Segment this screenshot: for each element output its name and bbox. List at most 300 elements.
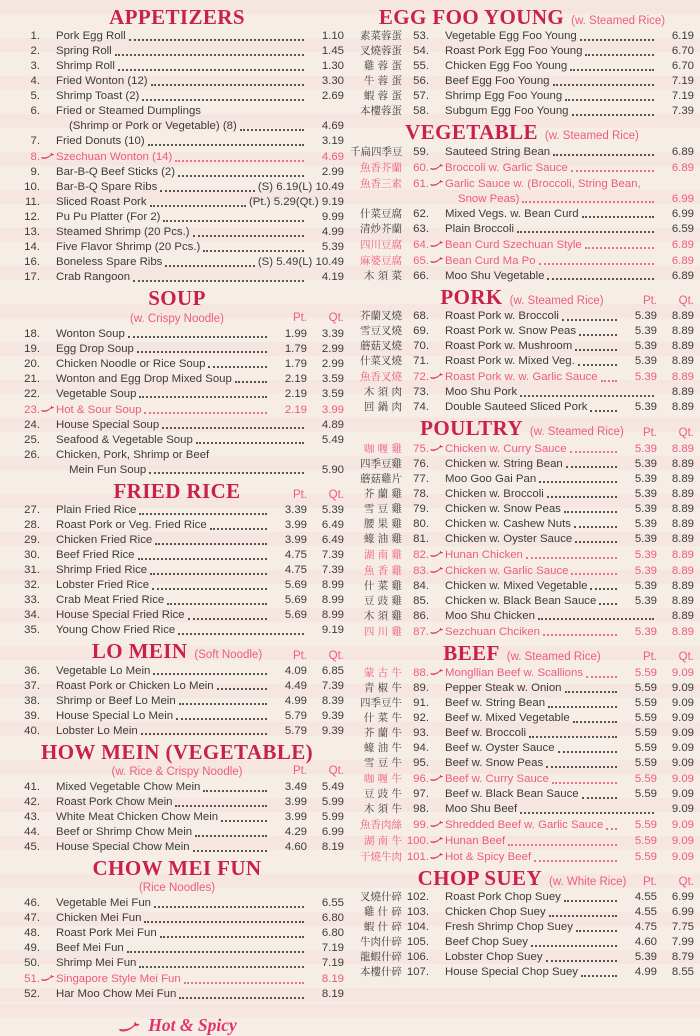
item-number: 91.	[413, 697, 429, 710]
item-name: Lobster Lo Mein	[56, 724, 138, 737]
item-number: 45.	[24, 841, 40, 854]
item-number: 87.	[413, 625, 429, 638]
item-chinese-name: 龍蝦什碎	[360, 951, 402, 964]
item-name: Fried Donuts (10)	[56, 135, 145, 148]
item-chinese-name: 四季豆雞	[360, 457, 402, 470]
item-price-qt: 8.19	[321, 988, 344, 1001]
dot-leader	[139, 511, 267, 515]
menu-item-row	[10, 358, 344, 372]
dot-leader	[193, 848, 267, 852]
item-marker-slot	[429, 818, 445, 828]
item-number: 1.	[30, 30, 40, 43]
item-price-pt: 5.39	[634, 472, 657, 485]
item-number: 88.	[413, 667, 429, 680]
section-title: HOW MEIN (VEGETABLE)	[40, 739, 314, 764]
item-price-qt: 9.09	[671, 712, 694, 725]
menu-item-row	[10, 256, 344, 270]
item-number: 14.	[24, 241, 40, 254]
dot-leader	[179, 995, 304, 999]
item-name: Spring Roll	[56, 45, 112, 58]
item-name: Young Chow Fried Rice	[56, 624, 176, 637]
item-price-qt: 3.39	[321, 327, 344, 340]
menu-item-row	[350, 818, 694, 833]
item-chinese-name: 咖 喱 雞	[363, 442, 402, 455]
item-chinese-name: 麻婆豆腐	[360, 254, 402, 267]
dot-leader	[574, 524, 617, 528]
item-price-pt: 1.99	[284, 327, 307, 340]
item-number: 32.	[24, 579, 40, 592]
ptqt-labels	[270, 764, 344, 778]
item-price-qt: 8.39	[321, 694, 344, 707]
menu-item-row	[10, 181, 344, 195]
item-name: Roast Pork w. Mushroom	[445, 340, 573, 353]
dot-leader	[543, 632, 617, 636]
section-subtitle: (w. Steamed Rice)	[544, 130, 639, 143]
item-marker-slot	[40, 150, 56, 160]
item-name: Fresh Shrimp Chop Suey	[445, 921, 573, 934]
ptqt-labels	[620, 876, 694, 888]
item-number: 76.	[413, 457, 429, 470]
item-chinese-name: 雞 蓉 蛋	[363, 60, 402, 73]
item-name: Chicken w. Garlic Sauce	[445, 564, 569, 577]
item-name: Hot & Spicy Beef	[445, 851, 532, 864]
section-title: SOUP	[148, 286, 206, 311]
item-price-qt: 1.30	[321, 60, 344, 73]
dot-leader	[162, 425, 304, 429]
item-number: 29.	[24, 534, 40, 547]
section-title: LO MEIN	[91, 639, 188, 664]
pt-column-label: Pt.	[292, 489, 307, 502]
item-chinese-name: 蠔 油 牛	[363, 742, 402, 755]
item-chinese-name: 什菜豆腐	[360, 207, 402, 220]
dot-leader	[562, 317, 617, 321]
menu-item-row	[10, 434, 344, 448]
menu-item-row	[350, 503, 694, 517]
item-price-pt: 5.39	[634, 579, 657, 592]
item-name: Chicken Egg Foo Young	[445, 60, 568, 73]
item-name: Chicken w. Cashew Nuts	[445, 517, 571, 530]
section-subtitle: (w. Steamed Rice)	[509, 294, 604, 307]
menu-item-row	[350, 177, 694, 192]
section-title: CHOW MEI FUN	[92, 856, 262, 881]
chili-icon	[429, 444, 444, 452]
dot-leader	[546, 764, 617, 768]
item-chinese-name: 什 菜 牛	[363, 712, 402, 725]
item-price-pt: 5.39	[634, 355, 657, 368]
menu-item-row	[350, 757, 694, 771]
item-price-qt: 7.75	[671, 921, 694, 934]
menu-column-left	[10, 5, 344, 1036]
item-price-qt: 5.99	[321, 796, 344, 809]
item-chinese-name: 蒙 古 牛	[363, 667, 402, 680]
menu-item-row	[350, 90, 694, 104]
item-number: 41.	[24, 781, 40, 794]
item-price-pt: 5.39	[634, 951, 657, 964]
item-price-pt: 5.39	[634, 457, 657, 470]
ptqt-labels	[620, 427, 694, 439]
item-number: 49.	[24, 942, 40, 955]
menu-item-row	[10, 90, 344, 104]
item-number: 80.	[413, 517, 429, 530]
item-number: 98.	[413, 803, 429, 816]
item-chinese-name: 魚香肉絲	[360, 819, 402, 832]
item-price-qt: 4.19	[321, 271, 344, 284]
item-price-qt: 9.09	[671, 742, 694, 755]
section-subtitle: (w. Rice & Crispy Noodle)	[111, 766, 243, 779]
dot-leader	[203, 248, 304, 252]
pt-column-label: Pt.	[642, 651, 657, 664]
menu-item-row	[10, 241, 344, 255]
item-price-qt: 4.69	[321, 151, 344, 164]
dot-leader	[579, 332, 617, 336]
dot-leader	[539, 479, 617, 483]
dot-leader	[586, 674, 617, 678]
item-number: 23.	[24, 403, 40, 416]
item-price-qt: 3.19	[321, 135, 344, 148]
item-number: 30.	[24, 549, 40, 562]
menu-item-row	[10, 579, 344, 593]
item-number: 47.	[24, 912, 40, 925]
item-chinese-name: 蘑菇雞片	[360, 472, 402, 485]
item-price-qt: 8.89	[671, 472, 694, 485]
item-number: 52.	[24, 988, 40, 1001]
pt-column-label: Pt.	[642, 295, 657, 308]
item-number: 95.	[413, 757, 429, 770]
item-price-pt: 5.59	[634, 773, 657, 786]
item-price-qt: 6.89	[671, 145, 694, 158]
item-price-qt: 2.99	[321, 166, 344, 179]
qt-column-label: Qt.	[678, 295, 694, 308]
item-price-qt: 5.39	[321, 504, 344, 517]
pt-column-label: Pt.	[642, 876, 657, 889]
item-price-qt: 6.99	[671, 906, 694, 919]
section-header	[350, 868, 694, 889]
menu-item-row-cont	[350, 193, 694, 207]
section-title: BEEF	[443, 640, 500, 665]
item-name: Roast Pork w. Mixed Veg.	[445, 355, 575, 368]
item-number: 37.	[24, 679, 40, 692]
item-name: Shrimp Toast (2)	[56, 90, 140, 103]
menu-item-row	[10, 781, 344, 795]
item-number: 78.	[413, 487, 429, 500]
dot-leader	[575, 539, 617, 543]
item-chinese-name: 雞 什 碎	[363, 906, 402, 919]
dot-leader	[606, 826, 617, 830]
menu-item-row	[350, 682, 694, 696]
dot-leader	[572, 112, 655, 116]
item-number: 71.	[413, 355, 429, 368]
item-name: Bean Curd Szechuan Style	[445, 238, 582, 251]
qt-column-label: Qt.	[328, 311, 344, 324]
menu-section	[350, 642, 694, 866]
item-price-pt: 5.59	[634, 757, 657, 770]
dot-leader	[165, 263, 255, 267]
item-name: (Shrimp or Pork or Vegetable) (8)	[69, 120, 237, 133]
section-header	[10, 7, 344, 28]
menu-section	[350, 286, 694, 416]
item-number: 96.	[413, 773, 429, 786]
dot-leader	[534, 858, 617, 862]
dot-leader	[553, 82, 654, 86]
item-price-qt: 7.19	[321, 957, 344, 970]
dot-leader	[549, 913, 617, 917]
section-header	[10, 478, 344, 503]
item-price-pt: 5.59	[634, 697, 657, 710]
dot-leader	[571, 571, 617, 575]
item-price-pt: 5.59	[634, 788, 657, 801]
item-number: 66.	[413, 269, 429, 282]
item-name: Fried or Steamed Dumplings	[56, 105, 201, 118]
item-number: 25.	[24, 433, 40, 446]
dot-leader	[128, 334, 267, 338]
section-subtitle-row	[10, 881, 344, 895]
item-price-pt: 5.39	[634, 401, 657, 414]
menu-item-row	[10, 988, 344, 1002]
menu-item-row	[350, 697, 694, 711]
item-price-qt: 8.89	[671, 340, 694, 353]
item-price-qt: 3.30	[321, 75, 344, 88]
item-price-qt: 6.99	[671, 192, 694, 205]
dot-leader	[570, 449, 617, 453]
dot-leader	[178, 631, 304, 635]
menu-item-row	[350, 238, 694, 253]
chili-icon	[40, 152, 55, 160]
item-name: Chicken Noodle or Rice Soup	[56, 357, 206, 370]
item-number: 92.	[413, 712, 429, 725]
menu-item-row	[10, 419, 344, 433]
item-price-pt: (S) 5.49	[257, 256, 299, 269]
dot-leader	[210, 526, 267, 530]
dot-leader	[160, 188, 255, 192]
item-name: Chicken w. Oyster Sauce	[445, 532, 573, 545]
dot-leader	[539, 261, 654, 265]
menu-item-row	[10, 549, 344, 563]
item-price-pt: 5.39	[634, 532, 657, 545]
menu-item-row	[350, 75, 694, 89]
pt-column-label: Pt.	[292, 311, 307, 324]
item-number: 27.	[24, 504, 40, 517]
dot-leader	[520, 810, 654, 814]
item-name: House Special Chow Mein	[56, 841, 190, 854]
item-name: Moo Shu Vegetable	[445, 269, 545, 282]
item-number: 12.	[24, 211, 40, 224]
item-chinese-name: 芥 蘭 牛	[363, 727, 402, 740]
item-name: Double Sauteed Sliced Pork	[445, 401, 588, 414]
item-number: 72.	[413, 371, 429, 384]
item-number: 26.	[24, 448, 40, 461]
item-chinese-name: 魚香三素	[360, 177, 402, 190]
dot-leader	[526, 555, 617, 559]
dot-leader	[520, 393, 654, 397]
dot-leader	[188, 616, 267, 620]
section-header	[350, 284, 694, 309]
item-price-pt: 5.39	[634, 371, 657, 384]
dot-leader	[235, 379, 267, 383]
menu-item-row	[350, 610, 694, 624]
dot-leader	[538, 616, 654, 620]
dot-leader	[208, 364, 267, 368]
item-price-qt: 4.89	[321, 418, 344, 431]
item-number: 59.	[413, 145, 429, 158]
item-price-qt: 5.39	[321, 241, 344, 254]
item-price-pt: 5.59	[634, 682, 657, 695]
item-marker-slot	[40, 972, 56, 982]
item-number: 31.	[24, 564, 40, 577]
menu-section	[10, 480, 344, 639]
item-name: Chicken w. String Bean	[445, 457, 563, 470]
item-price-qt: 8.89	[671, 502, 694, 515]
item-name: Chicken w. Curry Sauce	[445, 442, 567, 455]
item-number: 85.	[413, 594, 429, 607]
dot-leader	[564, 509, 617, 513]
item-price-qt: 9.09	[671, 757, 694, 770]
menu-item-row	[350, 595, 694, 609]
item-name: Chicken Chop Suey	[445, 906, 546, 919]
item-name: Seafood & Vegetable Soup	[56, 433, 193, 446]
menu-item-row	[10, 564, 344, 578]
dot-leader	[142, 97, 304, 101]
dot-leader	[580, 37, 654, 41]
item-price-pt: 2.19	[284, 372, 307, 385]
item-price-qt: (Qt.) 9.19	[295, 196, 344, 209]
item-number: 60.	[413, 161, 429, 174]
dot-leader	[163, 218, 304, 222]
dot-leader	[203, 788, 267, 792]
item-price-qt: 8.19	[321, 973, 344, 986]
menu-item-row	[350, 533, 694, 547]
item-name: Sliced Roast Pork	[56, 196, 147, 209]
qt-column-label: Qt.	[328, 489, 344, 502]
item-price-qt: 2.69	[321, 90, 344, 103]
dot-leader	[139, 394, 267, 398]
item-name: Chicken w. Mixed Vegetable	[445, 579, 588, 592]
item-price-qt: 6.89	[671, 238, 694, 251]
item-name: Beef Mei Fun	[56, 942, 124, 955]
item-name: Garlic Sauce w. (Broccoli, String Bean,	[445, 177, 641, 190]
item-name: Chicken w. Black Bean Sauce	[445, 594, 597, 607]
item-price-pt: 4.29	[284, 826, 307, 839]
dot-leader	[548, 704, 617, 708]
section-subtitle: (w. Crispy Noodle)	[130, 312, 224, 325]
item-price-qt: 8.89	[671, 355, 694, 368]
item-number: 94.	[413, 742, 429, 755]
chili-icon	[40, 974, 55, 982]
item-number: 2.	[30, 45, 40, 58]
item-number: 84.	[413, 579, 429, 592]
menu-item-row	[10, 942, 344, 956]
item-number: 35.	[24, 624, 40, 637]
ptqt-labels	[620, 295, 694, 307]
item-name: Mongllian Beef w. Scallions	[445, 667, 584, 680]
item-chinese-name: 芥蘭叉燒	[360, 310, 402, 323]
item-price-pt: 4.55	[634, 891, 657, 904]
menu-item-row	[350, 727, 694, 741]
menu-item-row	[10, 403, 344, 418]
item-name: Lobster Fried Rice	[56, 579, 150, 592]
item-name: House Special Lo Mein	[56, 709, 174, 722]
item-price-pt: 4.75	[284, 549, 307, 562]
menu-column-right	[350, 5, 694, 1036]
dot-leader	[576, 928, 617, 932]
menu-section	[10, 857, 344, 1003]
item-price-qt: 8.89	[671, 517, 694, 530]
menu-item-row	[350, 340, 694, 354]
menu-item-row	[350, 850, 694, 865]
dot-leader	[221, 818, 267, 822]
section-subtitle: (Rice Noodles)	[138, 882, 216, 895]
menu-section	[350, 6, 694, 120]
section-header	[350, 122, 694, 143]
item-chinese-name: 木 須 肉	[363, 386, 402, 399]
menu-item-row	[350, 951, 694, 965]
item-name: Moo Shu Chicken	[445, 609, 535, 622]
dot-leader	[585, 52, 654, 56]
ptqt-labels	[270, 489, 344, 501]
item-price-pt: 4.99	[284, 694, 307, 707]
dot-leader	[160, 934, 304, 938]
item-price-qt: 4.99	[321, 226, 344, 239]
item-price-qt: 8.89	[671, 325, 694, 338]
item-number: 36.	[24, 664, 40, 677]
item-name: Crab Rangoon	[56, 271, 131, 284]
item-chinese-name: 咖 喱 牛	[363, 773, 402, 786]
item-name: Wonton Soup	[56, 327, 125, 340]
section-subtitle: (w. Steamed Rice)	[506, 650, 601, 663]
item-chinese-name: 蠔 油 雞	[363, 532, 402, 545]
item-chinese-name: 木 須 牛	[363, 803, 402, 816]
item-price-qt: 9.09	[671, 835, 694, 848]
section-title: POULTRY	[420, 416, 523, 441]
pt-column-label: Pt.	[292, 649, 307, 662]
section-title: CHOP SUEY	[417, 866, 543, 891]
item-price-pt: 5.69	[284, 579, 307, 592]
item-price-qt: 8.89	[671, 579, 694, 592]
item-price-pt: 5.39	[634, 548, 657, 561]
item-name: Roast Pork w. Snow Peas	[445, 325, 577, 338]
item-price-pt: 1.79	[284, 357, 307, 370]
section-header	[10, 858, 344, 879]
item-number: 102.	[406, 891, 429, 904]
item-name: Vegetable Lo Mein	[56, 664, 151, 677]
item-price-qt: 6.49	[321, 519, 344, 532]
item-name: Beef w. Broccoli	[445, 727, 527, 740]
chili-icon	[429, 550, 444, 558]
item-name: Roast Pork Chop Suey	[445, 891, 561, 904]
item-price-qt: 8.89	[671, 625, 694, 638]
dot-leader	[148, 142, 304, 146]
item-price-qt: 8.19	[321, 841, 344, 854]
item-price-qt: 5.90	[321, 463, 344, 476]
item-number: 8.	[30, 151, 40, 164]
item-name: Pu Pu Platter (For 2)	[56, 211, 161, 224]
dot-leader	[582, 214, 654, 218]
item-number: 6.	[30, 105, 40, 118]
menu-section	[10, 287, 344, 478]
dot-leader	[582, 795, 617, 799]
section-header	[10, 739, 344, 764]
item-marker-slot	[40, 403, 56, 413]
menu-section	[350, 417, 694, 640]
item-marker-slot	[429, 625, 445, 635]
item-name: Beef Fried Rice	[56, 549, 135, 562]
item-chinese-name: 叉燒什碎	[360, 891, 402, 904]
menu-item-row	[350, 548, 694, 563]
section-title: FRIED RICE	[113, 478, 241, 503]
item-marker-slot	[429, 442, 445, 452]
item-name: Hot & Sour Soup	[56, 403, 142, 416]
item-number: 51.	[24, 973, 40, 986]
item-price-qt: 7.99	[671, 936, 694, 949]
